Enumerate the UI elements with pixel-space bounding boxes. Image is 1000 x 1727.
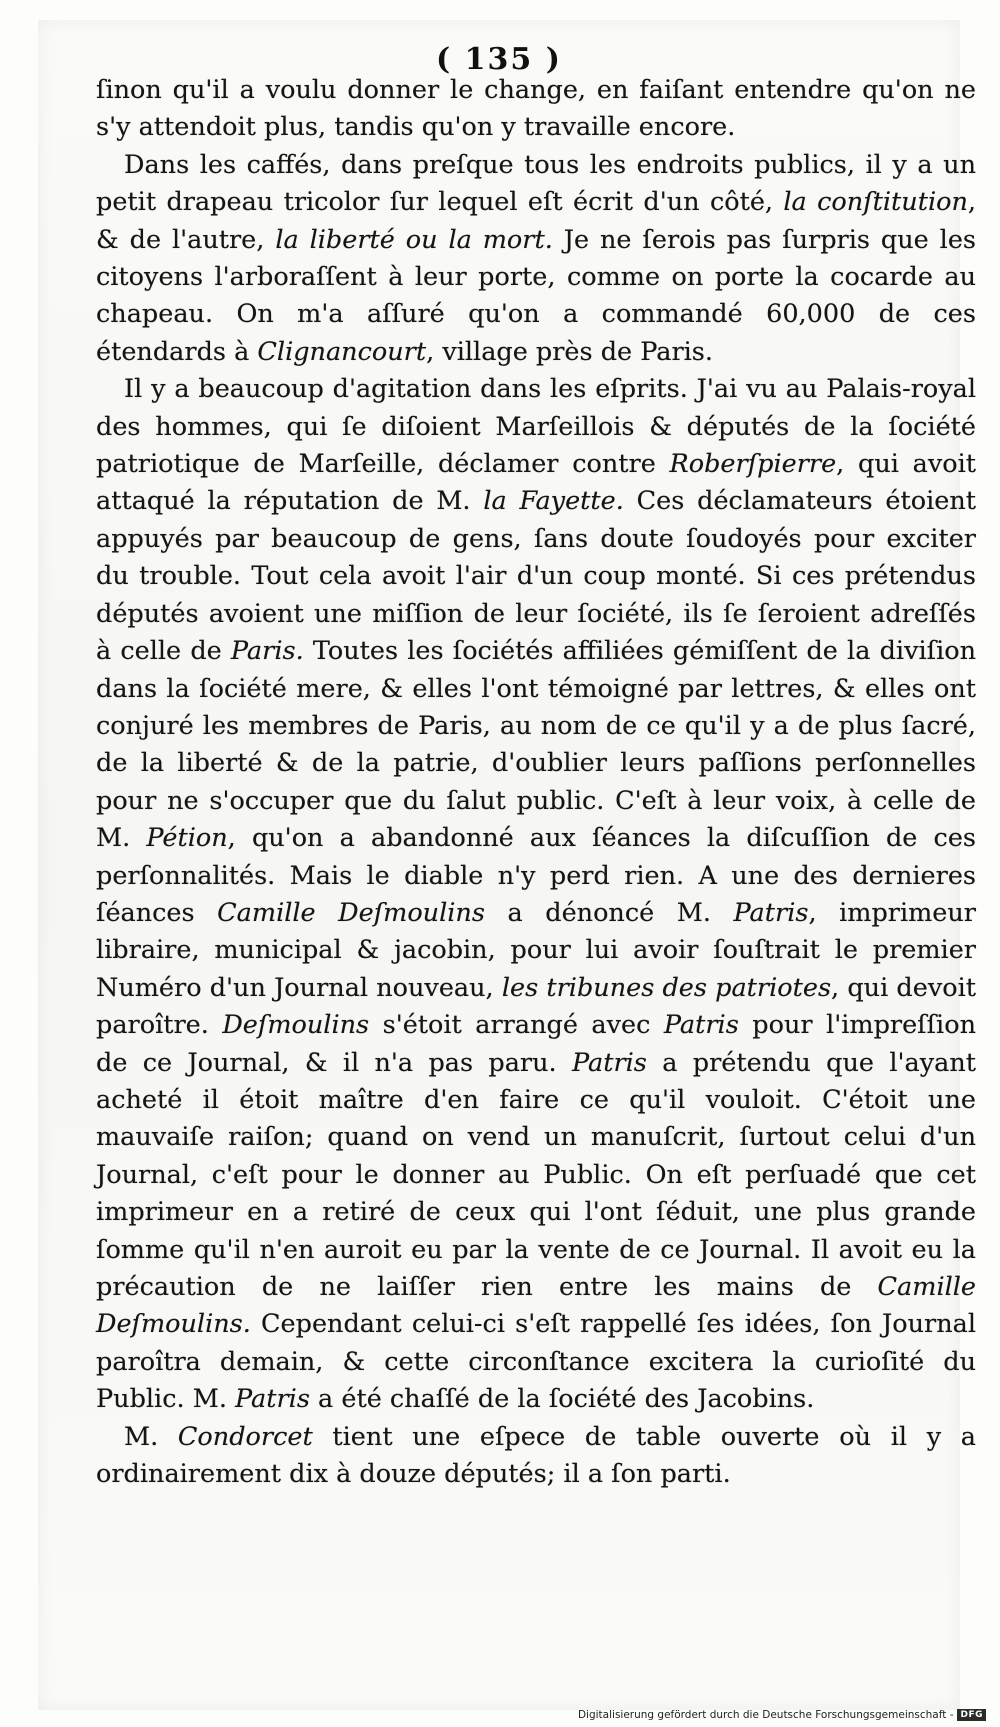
text-run: a prétendu que l'ayant acheté il étoit maître d'en faire ce qu'il vouloit. C'étoit une mauvaiſe raiſon; quand on vend un manuſcrit, ſurtout celui d'un Journal, c'eſt pour le donner au Public. On eſt perſuadé que cet imprimeur en a retiré de ceux qui l'ont ſéduit, une plus grande ſomme qu'il n'en auroit eu par la vente de ce Journal. Il avoit eu la précaution de ne laiſſer rien entre les mains de [96, 1047, 976, 1302]
text-run: a été chaſſé de la ſociété des Jacobins. [309, 1384, 815, 1415]
italic-run: les tribunes des patriotes [501, 972, 832, 1003]
text-run: tient une eſpece de table ouverte où il y a ordinairement dix à douze députés; il a ſon parti. [96, 1421, 977, 1490]
text-run: Toutes les ſociétés affiliées gémiſſent de la diviſion dans la ſociété mere, & elles l'ont témoigné par lettres, & elles ont conjuré les membres de Paris, au nom de ce qu'il y a de plus ſacré, de la liberté & de la patrie, d'oublier leurs paſſions perſonnelles pour ne s'occuper que du ſalut public. C'eſt à leur voix, à celle de M. [96, 636, 976, 854]
italic-run: Paris. [230, 636, 304, 667]
text-run: ſinon qu'il a voulu donner le change, en faiſant entendre qu'on ne s'y attendoit plus, tandis qu'on y travaille encore. [96, 75, 976, 143]
italic-run: Pétion [146, 823, 228, 854]
italic-run: Deſmoulins [222, 1010, 370, 1041]
text-run: Je ne ſerois pas ſurpris que les citoyens l'arboraſſent à leur porte, comme on porte la cocarde au chapeau. On m'a aſſuré qu'on a commandé 60,000 de ces étendards à [96, 224, 977, 367]
paragraph [96, 147, 976, 371]
italic-run: Patris [733, 897, 809, 928]
text-run: s'étoit arrangé avec [369, 1010, 664, 1041]
italic-run: Camille Deſmoulins [217, 897, 485, 928]
text-run: pour l'impreſſion de ce Journal, & il n'a pas paru. [96, 1010, 976, 1078]
text-run: Il y a beaucoup d'agitation dans les eſprits. J'ai vu au Palais-royal des hommes, qui ſe diſoient Marſeillois & députés de la ſociété patriotique de Marſeille, déclamer contre [96, 374, 976, 480]
text-run: Dans les caffés, dans preſque tous les endroits publics, il y a un petit drapeau tricolor ſur lequel eſt écrit d'un côté, [96, 149, 976, 218]
text-run: M. [124, 1421, 178, 1452]
paragraph [96, 72, 976, 147]
italic-run: Patris [663, 1010, 739, 1041]
page-number: ( 135 ) [436, 42, 562, 77]
text-run: Ces déclamateurs étoient appuyés par beaucoup de gens, ſans doute ſoudoyés pour exciter du trouble. Tout cela avoit l'air d'un coup monté. Si ces prétendus députés avoient une miſſion de leur ſociété, ils ſe ſeroient adreſſés à celle de [96, 486, 976, 667]
text-run: , & de l'autre, [96, 187, 976, 255]
italic-run: la liberté ou la mort. [275, 224, 553, 255]
text-run: , village près de Paris. [426, 336, 713, 367]
digitization-credit [578, 1709, 986, 1721]
italic-run: Camille Deſmoulins. [96, 1272, 976, 1340]
italic-run: Roberſpierre [669, 449, 837, 480]
italic-run: Condorcet [177, 1421, 313, 1452]
italic-run: Clignancourt [257, 336, 427, 367]
text-run: , qui avoit attaqué la réputation de M. [96, 449, 976, 517]
text-run: , imprimeur libraire, municipal & jacobin, pour lui avoir ſouſtrait le premier Numéro d'un Journal nouveau, [96, 897, 976, 1003]
italic-run: Patris [235, 1384, 310, 1415]
credit-text: Digitalisierung gefördert durch die Deutsche Forschungsgemeinschaft - [577, 1709, 954, 1721]
italic-run: la Fayette. [483, 486, 624, 517]
text-run: , qui devoit paroître. [96, 972, 976, 1041]
paragraph [96, 371, 976, 1418]
paragraph [96, 1419, 976, 1494]
paper-scan [38, 20, 977, 1710]
text-run: Cependant celui-ci s'eſt rappellé ſes idées, ſon Journal paroîtra demain, & cette circonſtance excitera la curioſité du Public. M. [96, 1309, 976, 1415]
text-run: , qu'on a abandonné aux ſéances la diſcuſſion de ces perſonnalités. Mais le diable n'y perd rien. A une des dernieres ſéances [96, 823, 977, 928]
italic-run: la conſtitution [783, 187, 968, 218]
body-text [96, 72, 976, 1493]
text-run: a dénoncé M. [484, 897, 734, 928]
italic-run: Patris [571, 1047, 647, 1078]
dfg-logo: DFG [957, 1709, 986, 1721]
